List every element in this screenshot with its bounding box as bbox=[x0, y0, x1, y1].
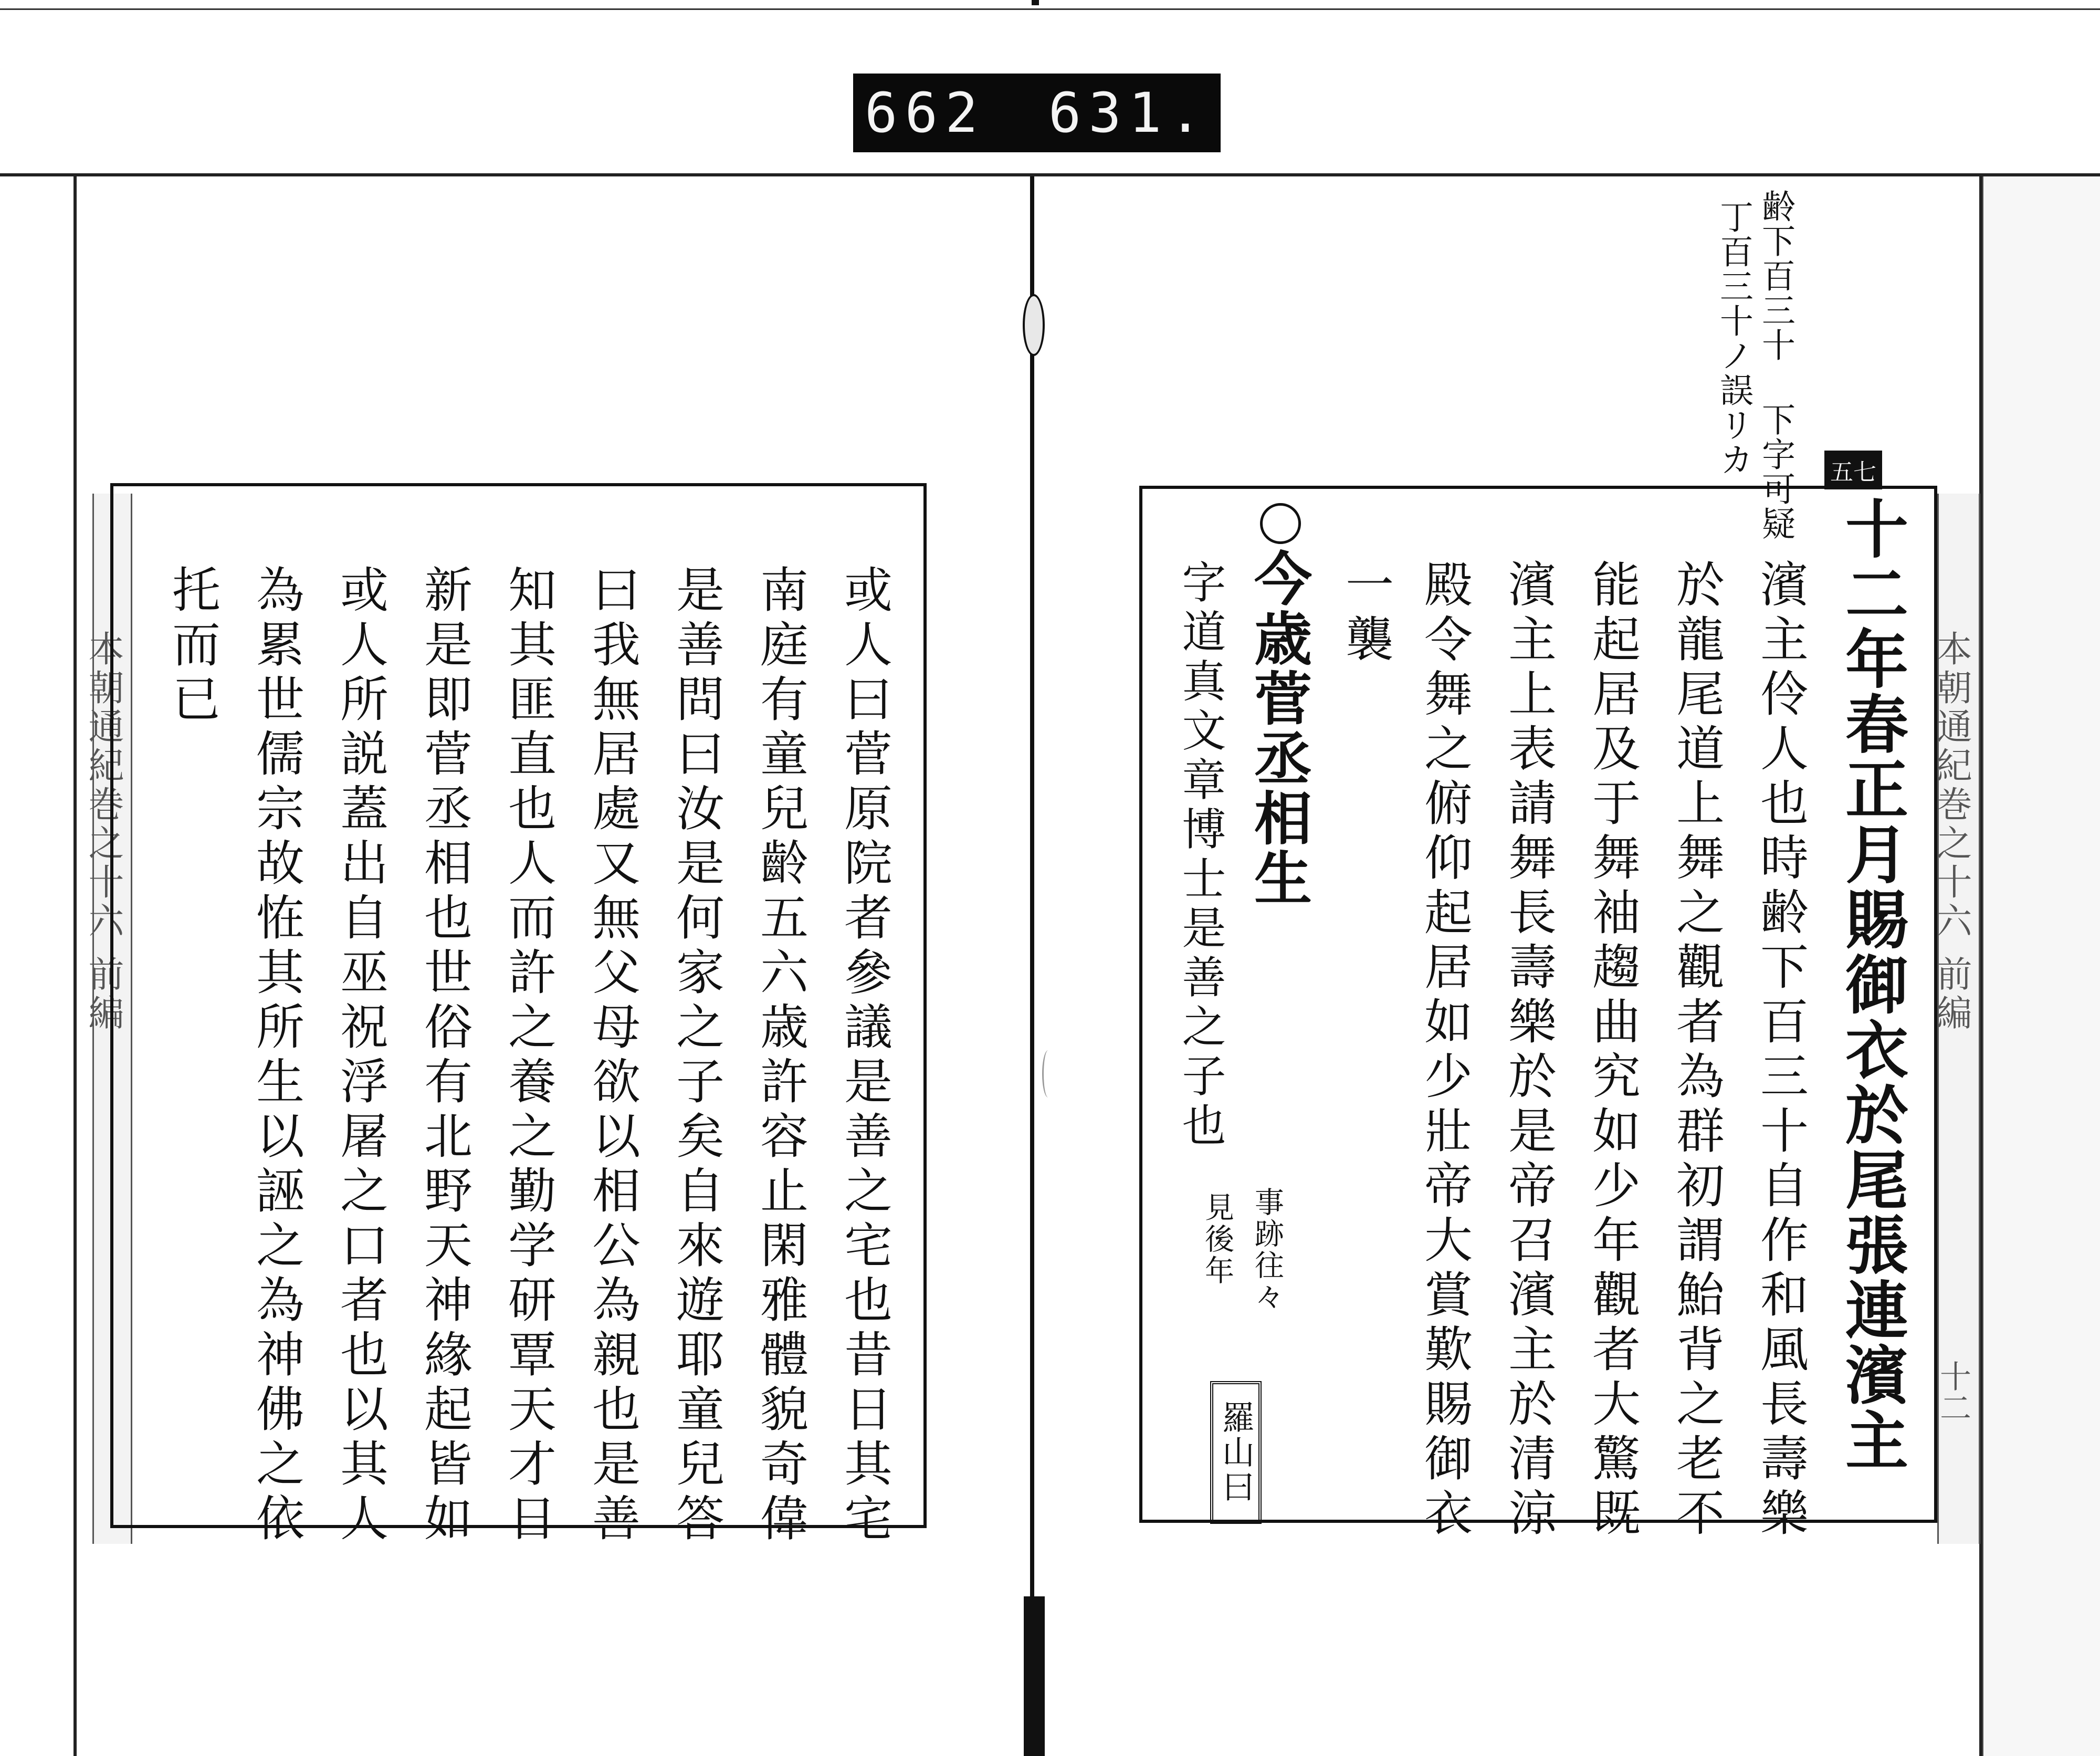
right-body-line-1: 濱主伶人也時齢下百三十自作和風長壽樂 bbox=[1752, 559, 1809, 1542]
entry-heading: 十二年春正月賜御衣於尾張連濱主 bbox=[1835, 496, 1909, 1473]
section-subheading: 今歳菅丞相生 bbox=[1245, 549, 1312, 908]
frame-number-right: 631. bbox=[1048, 81, 1210, 145]
film-top-band bbox=[0, 0, 2100, 10]
right-edge-title: 本朝通紀巻之十六 前編 bbox=[1930, 630, 1972, 1033]
section-note: 事跡往々 bbox=[1250, 1187, 1284, 1313]
paper-crease bbox=[1042, 1050, 1054, 1098]
left-body-line-8: 為累世儒宗故恠其所生以誣之為神佛之依 bbox=[248, 565, 304, 1548]
next-leaf-strip bbox=[1982, 176, 2100, 1756]
margin-note-2: 丁百三十ノ誤リカ bbox=[1714, 200, 1753, 477]
left-body-line-5: 知其匪直也人而許之養之勤学研覃天才日 bbox=[500, 565, 556, 1548]
left-page-edge bbox=[74, 176, 77, 1756]
binding-knot bbox=[1023, 294, 1045, 356]
gutter-shadow bbox=[1024, 1596, 1045, 1756]
left-body-line-6: 新是即菅丞相也世俗有北野天神緣起皆如 bbox=[416, 565, 472, 1548]
left-body-line-2: 南庭有童兒齡五六歳許容止閑雅體貌奇偉 bbox=[752, 565, 808, 1548]
left-body-line-1: 或人曰菅原院者參議是善之宅也昔日其宅 bbox=[836, 565, 892, 1548]
section-crossref: 見後年 bbox=[1200, 1192, 1234, 1287]
right-body-line-5: 殿令舞之俯仰起居如少壯帝大賞歎賜御衣 bbox=[1416, 559, 1473, 1542]
frame-number-left: 662 bbox=[864, 81, 985, 145]
commentary-seal: 羅山曰 bbox=[1210, 1381, 1262, 1524]
book-gutter bbox=[1030, 176, 1034, 1756]
right-edge-volume: 十二 bbox=[1935, 1360, 1971, 1423]
left-body-line-7: 或人所説蓋出自巫祝浮屠之口者也以其人 bbox=[332, 565, 388, 1548]
margin-note-1: 齢下百三十 下字可疑 bbox=[1756, 189, 1795, 541]
right-body-line-2: 於龍尾道上舞之觀者為群初謂鮐背之老不 bbox=[1668, 559, 1725, 1542]
left-body-line-4: 曰我無居處又無父母欲以相公為親也是善 bbox=[584, 565, 640, 1548]
left-body-line-3: 是善問曰汝是何家之子矣自來遊耶童兒答 bbox=[668, 565, 724, 1548]
left-body-line-9: 托而已 bbox=[164, 565, 220, 728]
section-body-line-1: 字道真文章博士是善之子也 bbox=[1175, 559, 1226, 1152]
right-body-line-3: 能起居及于舞袖趨曲究如少年觀者大驚既 bbox=[1584, 559, 1641, 1542]
folio-mark: 五七 bbox=[1824, 451, 1882, 489]
right-body-line-6: 一襲 bbox=[1338, 559, 1394, 668]
left-edge-title: 本朝通紀巻之十六 前編 bbox=[82, 630, 124, 1033]
right-body-line-4: 濱主上表請舞長壽樂於是帝召濱主於清涼 bbox=[1500, 559, 1557, 1542]
film-top-notch bbox=[1032, 0, 1039, 5]
section-marker-circle bbox=[1260, 503, 1301, 544]
right-fore-edge-label bbox=[1930, 494, 1980, 1544]
film-frame-number bbox=[853, 74, 1221, 152]
